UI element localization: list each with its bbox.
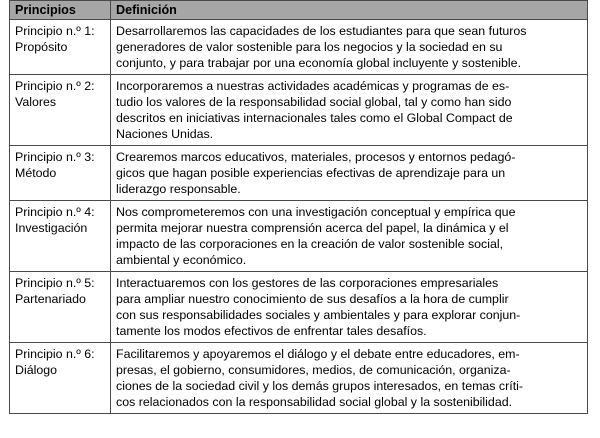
definition-line: liderazgo responsable.: [116, 182, 241, 196]
table-row: [10, 75, 588, 146]
definition-line: presas, el gobierno, consumidores, medios, de comunicación, organiza-: [116, 363, 511, 377]
principle-number: Principio n.º 3:: [15, 150, 95, 164]
principle-name: Valores: [15, 95, 57, 109]
definition-line: Desarrollaremos las capacidades de los estudiantes para que sean futuros: [116, 24, 527, 38]
definition-line: tudio los valores de la responsabilidad social global, tal y como han sido: [116, 95, 512, 109]
principle-number: Principio n.º 6:: [15, 347, 95, 361]
table-row: [10, 146, 588, 201]
definition-line: impacto de las corporaciones en la creación de valor sostenible social,: [116, 237, 504, 251]
principle-cell: [10, 20, 111, 75]
definition-line: descritos en iniciativas internacionales tales como el Global Compact de: [116, 111, 513, 125]
principle-name: Partenariado: [15, 292, 86, 306]
definition-line: Crearemos marcos educativos, materiales, procesos y entornos pedagó-: [116, 150, 516, 164]
principle-name: Propósito: [15, 40, 68, 54]
definition-cell: [111, 75, 588, 146]
principle-name: Método: [15, 166, 57, 180]
definition-cell: [111, 20, 588, 75]
table-row: [10, 201, 588, 272]
header-definicion: Definición: [111, 1, 588, 20]
definition-line: Incorporaremos a nuestras actividades académicas y programas de es-: [116, 79, 510, 93]
definition-cell: [111, 146, 588, 201]
definition-line: tamente los modos efectivos de enfrentar tales desafíos.: [116, 324, 427, 338]
principle-cell: [10, 146, 111, 201]
definition-cell: [111, 343, 588, 414]
principle-cell: [10, 75, 111, 146]
table-row: [10, 20, 588, 75]
definition-cell: [111, 201, 588, 272]
principle-cell: [10, 201, 111, 272]
definition-line: conjunto, y para trabajar por una economía global incluyente y sostenible.: [116, 56, 522, 70]
definition-line: gicos que hagan posible experiencias efectivas de aprendizaje para un: [116, 166, 506, 180]
definition-line: Nos comprometeremos con una investigación conceptual y empírica que: [116, 205, 516, 219]
definition-line: cos relacionados con la responsabilidad social global y la sostenibilidad.: [116, 395, 513, 409]
principle-number: Principio n.º 4:: [15, 205, 95, 219]
principle-number: Principio n.º 2:: [15, 79, 95, 93]
principle-cell: [10, 272, 111, 343]
principle-number: Principio n.º 1:: [15, 24, 95, 38]
definition-line: ambiental y económico.: [116, 253, 247, 267]
definition-line: para ampliar nuestro conocimiento de sus desafíos a la hora de cumplir: [116, 292, 509, 306]
principle-number: Principio n.º 5:: [15, 276, 95, 290]
definition-cell: [111, 272, 588, 343]
definition-line: permita mejorar nuestra comprensión acerca del papel, la dinámica y el: [116, 221, 509, 235]
table-row: [10, 343, 588, 414]
definition-line: con sus responsabilidades sociales y ambientales y para explorar conjun-: [116, 308, 521, 322]
definition-line: ciones de la sociedad civil y los demás grupos interesados, en temas críti-: [116, 379, 524, 393]
principle-name: Investigación: [15, 221, 88, 235]
header-principios: Principios: [10, 1, 111, 20]
definition-line: Naciones Unidas.: [116, 127, 214, 141]
definition-line: Facilitaremos y apoyaremos el diálogo y el debate entre educadores, em-: [116, 347, 520, 361]
table-header-row: [10, 1, 588, 20]
definition-line: Interactuaremos con los gestores de las corporaciones empresariales: [116, 276, 499, 290]
principle-name: Diálogo: [15, 363, 58, 377]
definition-line: generadores de valor sostenible para los negocios y la sociedad en su: [116, 40, 503, 54]
table-row: [10, 272, 588, 343]
principles-table: [9, 0, 588, 414]
principle-cell: [10, 343, 111, 414]
